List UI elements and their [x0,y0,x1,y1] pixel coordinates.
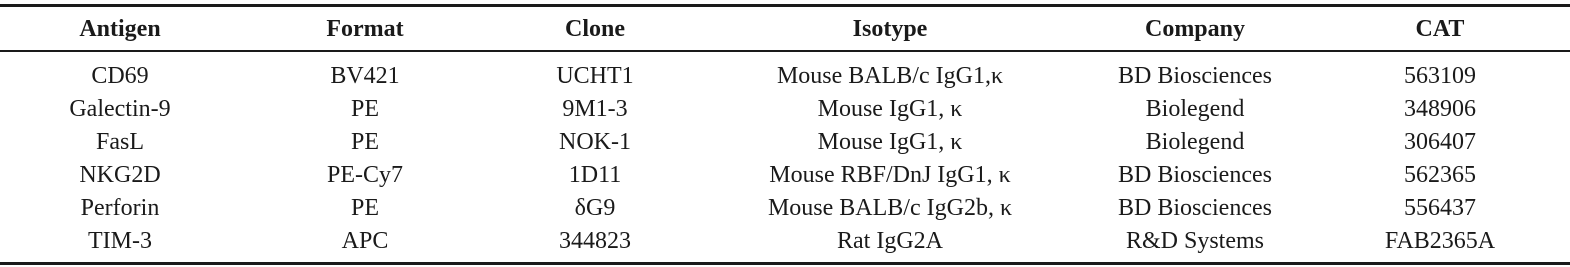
cell-format: PE [350,129,379,155]
cell-clone: NOK-1 [559,129,631,155]
header-isotype: Isotype [852,15,928,42]
cell-clone: 1D11 [568,162,622,188]
cell-format: PE [350,96,379,122]
cell-clone: δG9 [574,195,616,221]
cell-antigen: Galectin-9 [69,96,171,122]
cell-antigen: CD69 [91,63,149,89]
table-bottom-rule [0,262,1570,265]
header-clone: Clone [565,15,625,42]
cell-company: BD Biosciences [1118,63,1272,89]
table-row [0,60,1570,93]
cell-cat: 563109 [1404,63,1476,89]
cell-cat: 562365 [1404,162,1476,188]
table-row [0,93,1570,126]
cell-cat: FAB2365A [1384,228,1496,254]
cell-clone: 9M1-3 [562,96,628,122]
cell-cat: 348906 [1404,96,1476,122]
cell-format: PE-Cy7 [326,162,403,188]
cell-cat: 306407 [1404,129,1476,155]
cell-cat: 556437 [1404,195,1476,221]
cell-format: PE [350,195,379,221]
cell-format: BV421 [330,63,400,89]
cell-isotype: Rat IgG2A [837,228,943,254]
table-row [0,192,1570,225]
cell-clone: 344823 [559,228,631,254]
cell-antigen: NKG2D [79,162,161,188]
cell-antigen: TIM-3 [88,228,152,254]
cell-company: BD Biosciences [1118,195,1272,221]
header-company: Company [1144,15,1246,42]
cell-isotype: Mouse BALB/c IgG1,κ [776,63,1004,89]
table-row [0,159,1570,192]
table-body [0,60,1570,258]
cell-format: APC [341,228,389,254]
cell-isotype: Mouse IgG1, κ [817,129,963,155]
cell-isotype: Mouse IgG1, κ [817,96,963,122]
table-header-rule [0,50,1570,52]
table-top-rule [0,4,1570,7]
cell-clone: UCHT1 [556,63,634,89]
cell-company: Biolegend [1145,96,1245,122]
cell-company: BD Biosciences [1118,162,1272,188]
table-header-row [0,8,1570,50]
cell-isotype: Mouse BALB/c IgG2b, κ [767,195,1013,221]
cell-isotype: Mouse RBF/DnJ IgG1, κ [769,162,1011,188]
cell-company: Biolegend [1145,129,1245,155]
cell-company: R&D Systems [1125,228,1265,254]
header-cat: CAT [1415,15,1465,42]
header-format: Format [326,15,404,42]
table-row [0,225,1570,258]
cell-antigen: FasL [96,129,144,155]
header-antigen: Antigen [79,15,161,42]
cell-antigen: Perforin [80,195,160,221]
table-row [0,126,1570,159]
